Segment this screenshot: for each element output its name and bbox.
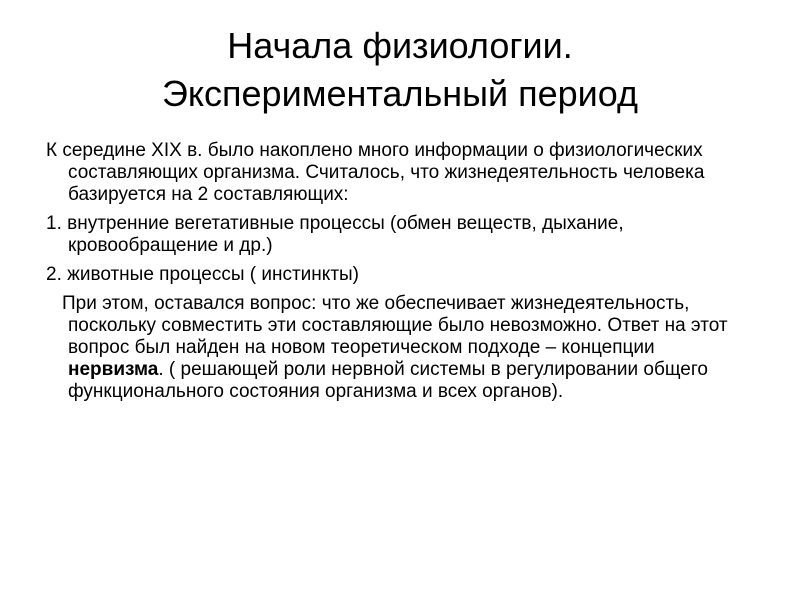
conclusion-bold-term: нервизма	[68, 359, 159, 380]
slide-title	[60, 22, 740, 118]
conclusion-text-start: При этом, оставался вопрос: что же обеспечивает жизнедеятельность, поскольку совместить эти составляющие было невозможно. Ответ на этот вопрос был найден на новом теоретическом подходе – концепции	[62, 293, 728, 358]
paragraph-intro: К середине XIX в. было накоплено много информации о физиологических составляющих организма. Считалось, что жизнедеятельность человека базируется на 2 составляющих:	[46, 140, 705, 205]
paragraph-item-2: 2. животные процессы ( инстинкты)	[46, 264, 359, 285]
conclusion-text-end: . ( решающей роли нервной системы в регулировании общего функционального состояния организма и всех органов).	[68, 359, 708, 402]
slide-title-line-1: Начала физиологии.	[227, 25, 573, 66]
slide-title-line-2: Экспериментальный период	[162, 73, 638, 114]
slide-body	[46, 140, 746, 410]
paragraph-item-1: 1. внутренние вегетативные процессы (обмен веществ, дыхание, кровообращение и др.)	[46, 213, 624, 256]
paragraph-conclusion	[46, 293, 746, 403]
